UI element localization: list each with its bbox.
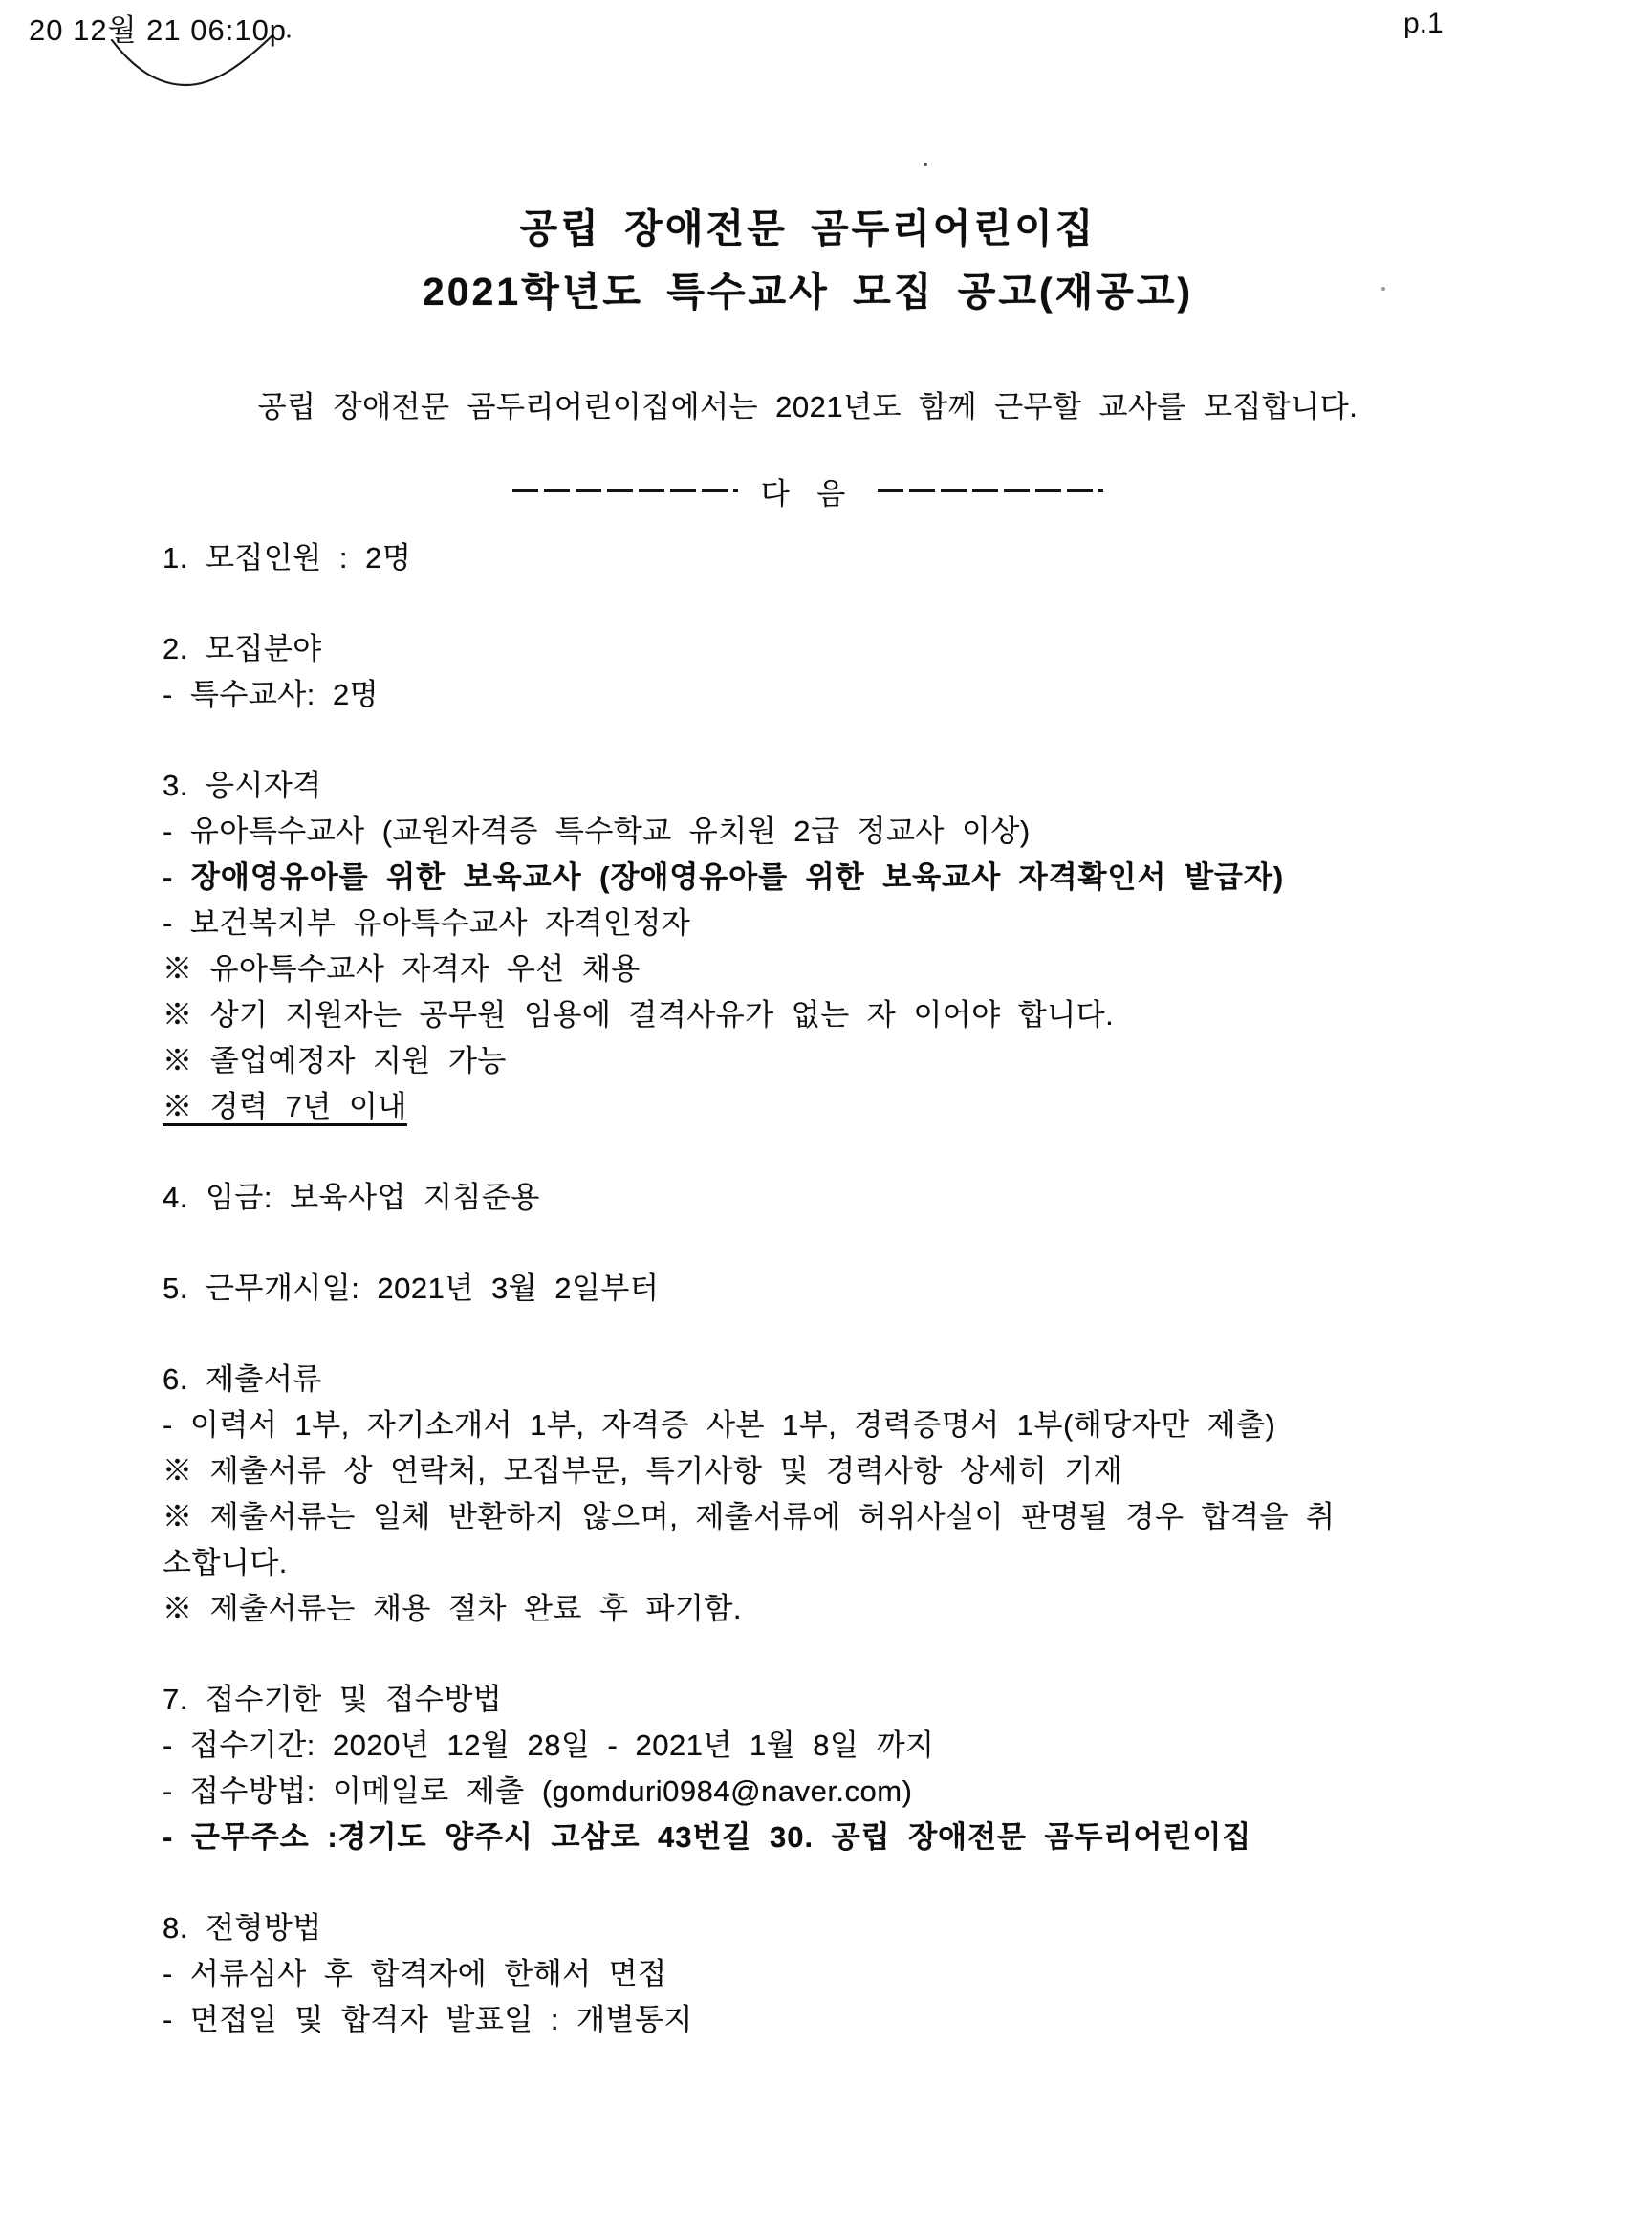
section-line: - 특수교사: 2명 (163, 678, 380, 711)
section-3-qualifications (163, 763, 1616, 1130)
section-2-recruit-field (163, 626, 1616, 718)
intro-sentence: 공립 장애전문 곰두리어린이집에서는 2021년도 함께 근무할 교사를 모집합니다. (257, 390, 1359, 424)
document-title-line-2: 2021학년도 특수교사 모집 공고(재공고) (422, 270, 1194, 314)
sections-container (0, 535, 1616, 2043)
section-heading: 3. 응시자격 (163, 769, 322, 802)
section-line-career-limit: ※ 경력 7년 이내 (163, 1090, 407, 1123)
section-heading: 7. 접수기한 및 접수방법 (163, 1683, 503, 1716)
section-line: ※ 제출서류는 채용 절차 완료 후 파기함. (163, 1592, 742, 1625)
section-4-wage (163, 1175, 1616, 1221)
divider-dash-right (878, 489, 1103, 492)
section-line: ※ 상기 지원자는 공무원 임용에 결격사유가 없는 자 이어야 합니다. (163, 998, 1115, 1032)
section-line-application-period: - 접수기간: 2020년 12월 28일 - 2021년 1월 8일 까지 (163, 1729, 935, 1762)
section-heading: 2. 모집분야 (163, 632, 322, 665)
section-line: ※ 졸업예정자 지원 가능 (163, 1044, 507, 1077)
section-heading: 5. 근무개시일: 2021년 3월 2일부터 (163, 1272, 660, 1305)
scan-artifact-curve (105, 34, 296, 94)
document-title-line-1: 공립 장애전문 곰두리어린이집 (519, 207, 1097, 250)
section-heading: 6. 제출서류 (163, 1362, 322, 1396)
section-line-wrap-continuation: 소합니다. (163, 1546, 288, 1579)
document-title-block (0, 205, 1616, 315)
section-heading: 4. 임금: 보육사업 지침준용 (163, 1181, 540, 1214)
section-1-recruit-count (163, 535, 1616, 581)
section-line: ※ 유아특수교사 자격자 우선 채용 (163, 952, 641, 986)
section-line: ※ 제출서류는 일체 반환하지 않으며, 제출서류에 허위사실이 판명될 경우 합격을 취 (163, 1500, 1336, 1533)
divider-label: 다 음 (760, 477, 856, 511)
section-line: - 면접일 및 합격자 발표일 : 개별통지 (163, 2003, 693, 2036)
fax-timestamp: 20 12월 21 06:10p (29, 13, 288, 47)
section-heading: 8. 전형방법 (163, 1911, 322, 1945)
section-line: - 서류심사 후 합격자에 한해서 면접 (163, 1957, 667, 1990)
section-line: ※ 제출서류 상 연락처, 모집부문, 특기사항 및 경력사항 상세히 기재 (163, 1454, 1123, 1488)
section-line: - 보건복지부 유아특수교사 자격인정자 (163, 906, 691, 940)
section-heading: 1. 모집인원 : 2명 (163, 541, 412, 575)
scan-speck (924, 163, 927, 166)
section-5-start-date (163, 1266, 1616, 1312)
daeum-divider (0, 469, 1616, 512)
section-line: - 장애영유아를 위한 보육교사 (장애영유아를 위한 보육교사 자격확인서 발급자) (163, 860, 1285, 894)
section-7-application (163, 1677, 1616, 1860)
divider-dash-left (512, 489, 738, 492)
document-body (0, 205, 1616, 2043)
section-line-application-email: - 접수방법: 이메일로 제출 (gomduri0984@naver.com) (163, 1774, 913, 1808)
section-line: - 이력서 1부, 자기소개서 1부, 자격증 사본 1부, 경력증명서 1부(해당자만 제출) (163, 1408, 1276, 1442)
section-8-selection-method (163, 1905, 1616, 2043)
section-line-work-address: - 근무주소 :경기도 양주시 고삼로 43번길 30. 공립 장애전문 곰두리어린이집 (163, 1820, 1252, 1854)
section-line: - 유아특수교사 (교원자격증 특수학교 유치원 2급 정교사 이상) (163, 815, 1031, 848)
fax-page-number: p.1 (1403, 8, 1444, 39)
section-6-documents (163, 1357, 1616, 1632)
